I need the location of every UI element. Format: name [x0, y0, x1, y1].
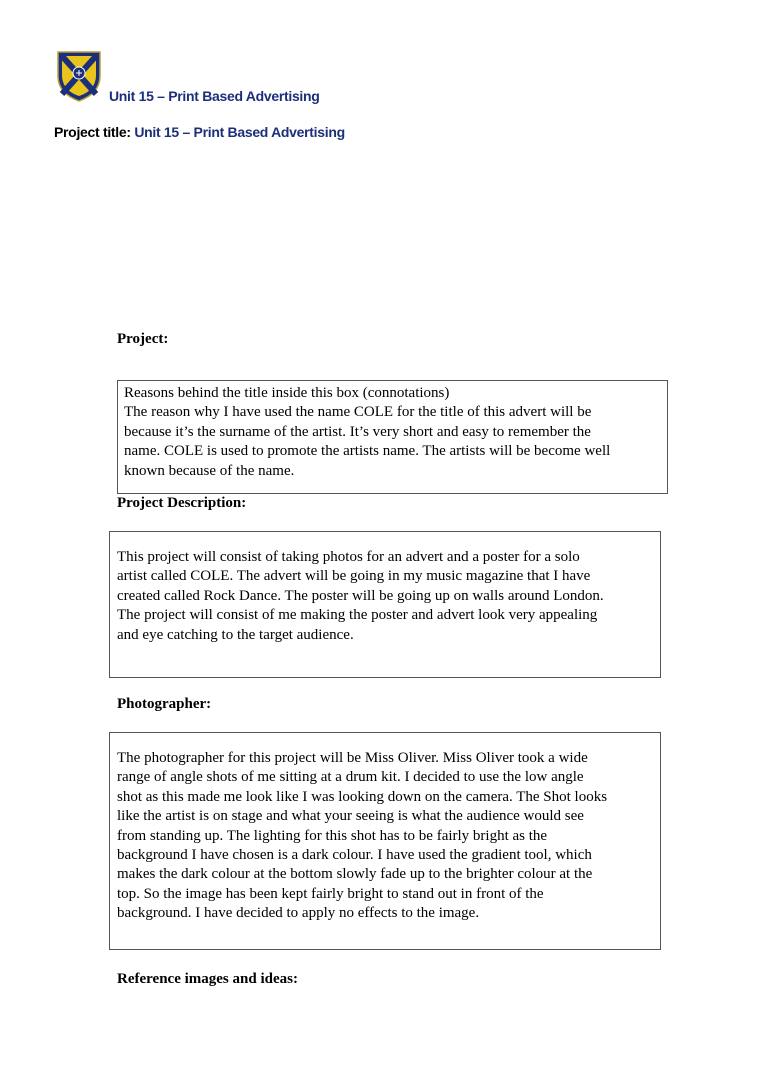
box-line: The photographer for this project will be Miss Oliver. Miss Oliver took a wide [117, 750, 588, 766]
box-line: top. So the image has been kept fairly bright to stand out in front of the [117, 885, 544, 902]
project-title-value: Unit 15 – Print Based Advertising [134, 124, 345, 140]
box-line: and eye catching to the target audience. [117, 626, 354, 643]
box-line: range of angle shots of me sitting at a drum kit. I decided to use the low angle [117, 769, 584, 786]
box-line: background. I have decided to apply no effects to the image. [117, 905, 480, 922]
header-title: Unit 15 – Print Based Advertising [109, 88, 320, 104]
box-line: created called Rock Dance. The poster will be going up on walls around London. [117, 587, 604, 604]
box-line: like the artist is on stage and what your seeing is what the audience would see [117, 808, 584, 825]
photographer-heading: Photographer: [117, 696, 212, 712]
box-line: The reason why I have used the name COLE for the title of this advert will be [124, 404, 592, 421]
project-title-reasons-box [117, 380, 668, 494]
project-title [54, 124, 345, 140]
box-line: from standing up. The lighting for this shot has to be fairly bright as the [117, 827, 548, 844]
box-line: background I have chosen is a dark colour. I have used the gradient tool, which [117, 847, 592, 864]
box-line: This project will consist of taking photos for an advert and a poster for a solo [117, 549, 580, 565]
school-crest-logo [56, 50, 102, 102]
project-description-box [109, 531, 661, 678]
project-description-heading: Project Description: [117, 495, 247, 511]
box-line: makes the dark colour at the bottom slowly fade up to the brighter colour at the [117, 866, 593, 883]
photographer-box [109, 732, 661, 950]
reference-images-heading: Reference images and ideas: [117, 971, 298, 987]
box-line: name. COLE is used to promote the artists name. The artists will be become well [124, 443, 611, 460]
project-title-label: Project title: [54, 124, 131, 140]
box-line: known because of the name. [124, 462, 295, 479]
box-line: artist called COLE. The advert will be going in my music magazine that I have [117, 568, 591, 585]
box-line: Reasons behind the title inside this box (connotations) [124, 385, 450, 401]
box-line: The project will consist of me making the poster and advert look very appealing [117, 607, 598, 624]
box-line: shot as this made me look like I was looking down on the camera. The Shot looks [117, 788, 608, 805]
project-heading: Project: [117, 331, 169, 347]
box-line: because it’s the surname of the artist. It’s very short and easy to remember the [124, 423, 591, 440]
